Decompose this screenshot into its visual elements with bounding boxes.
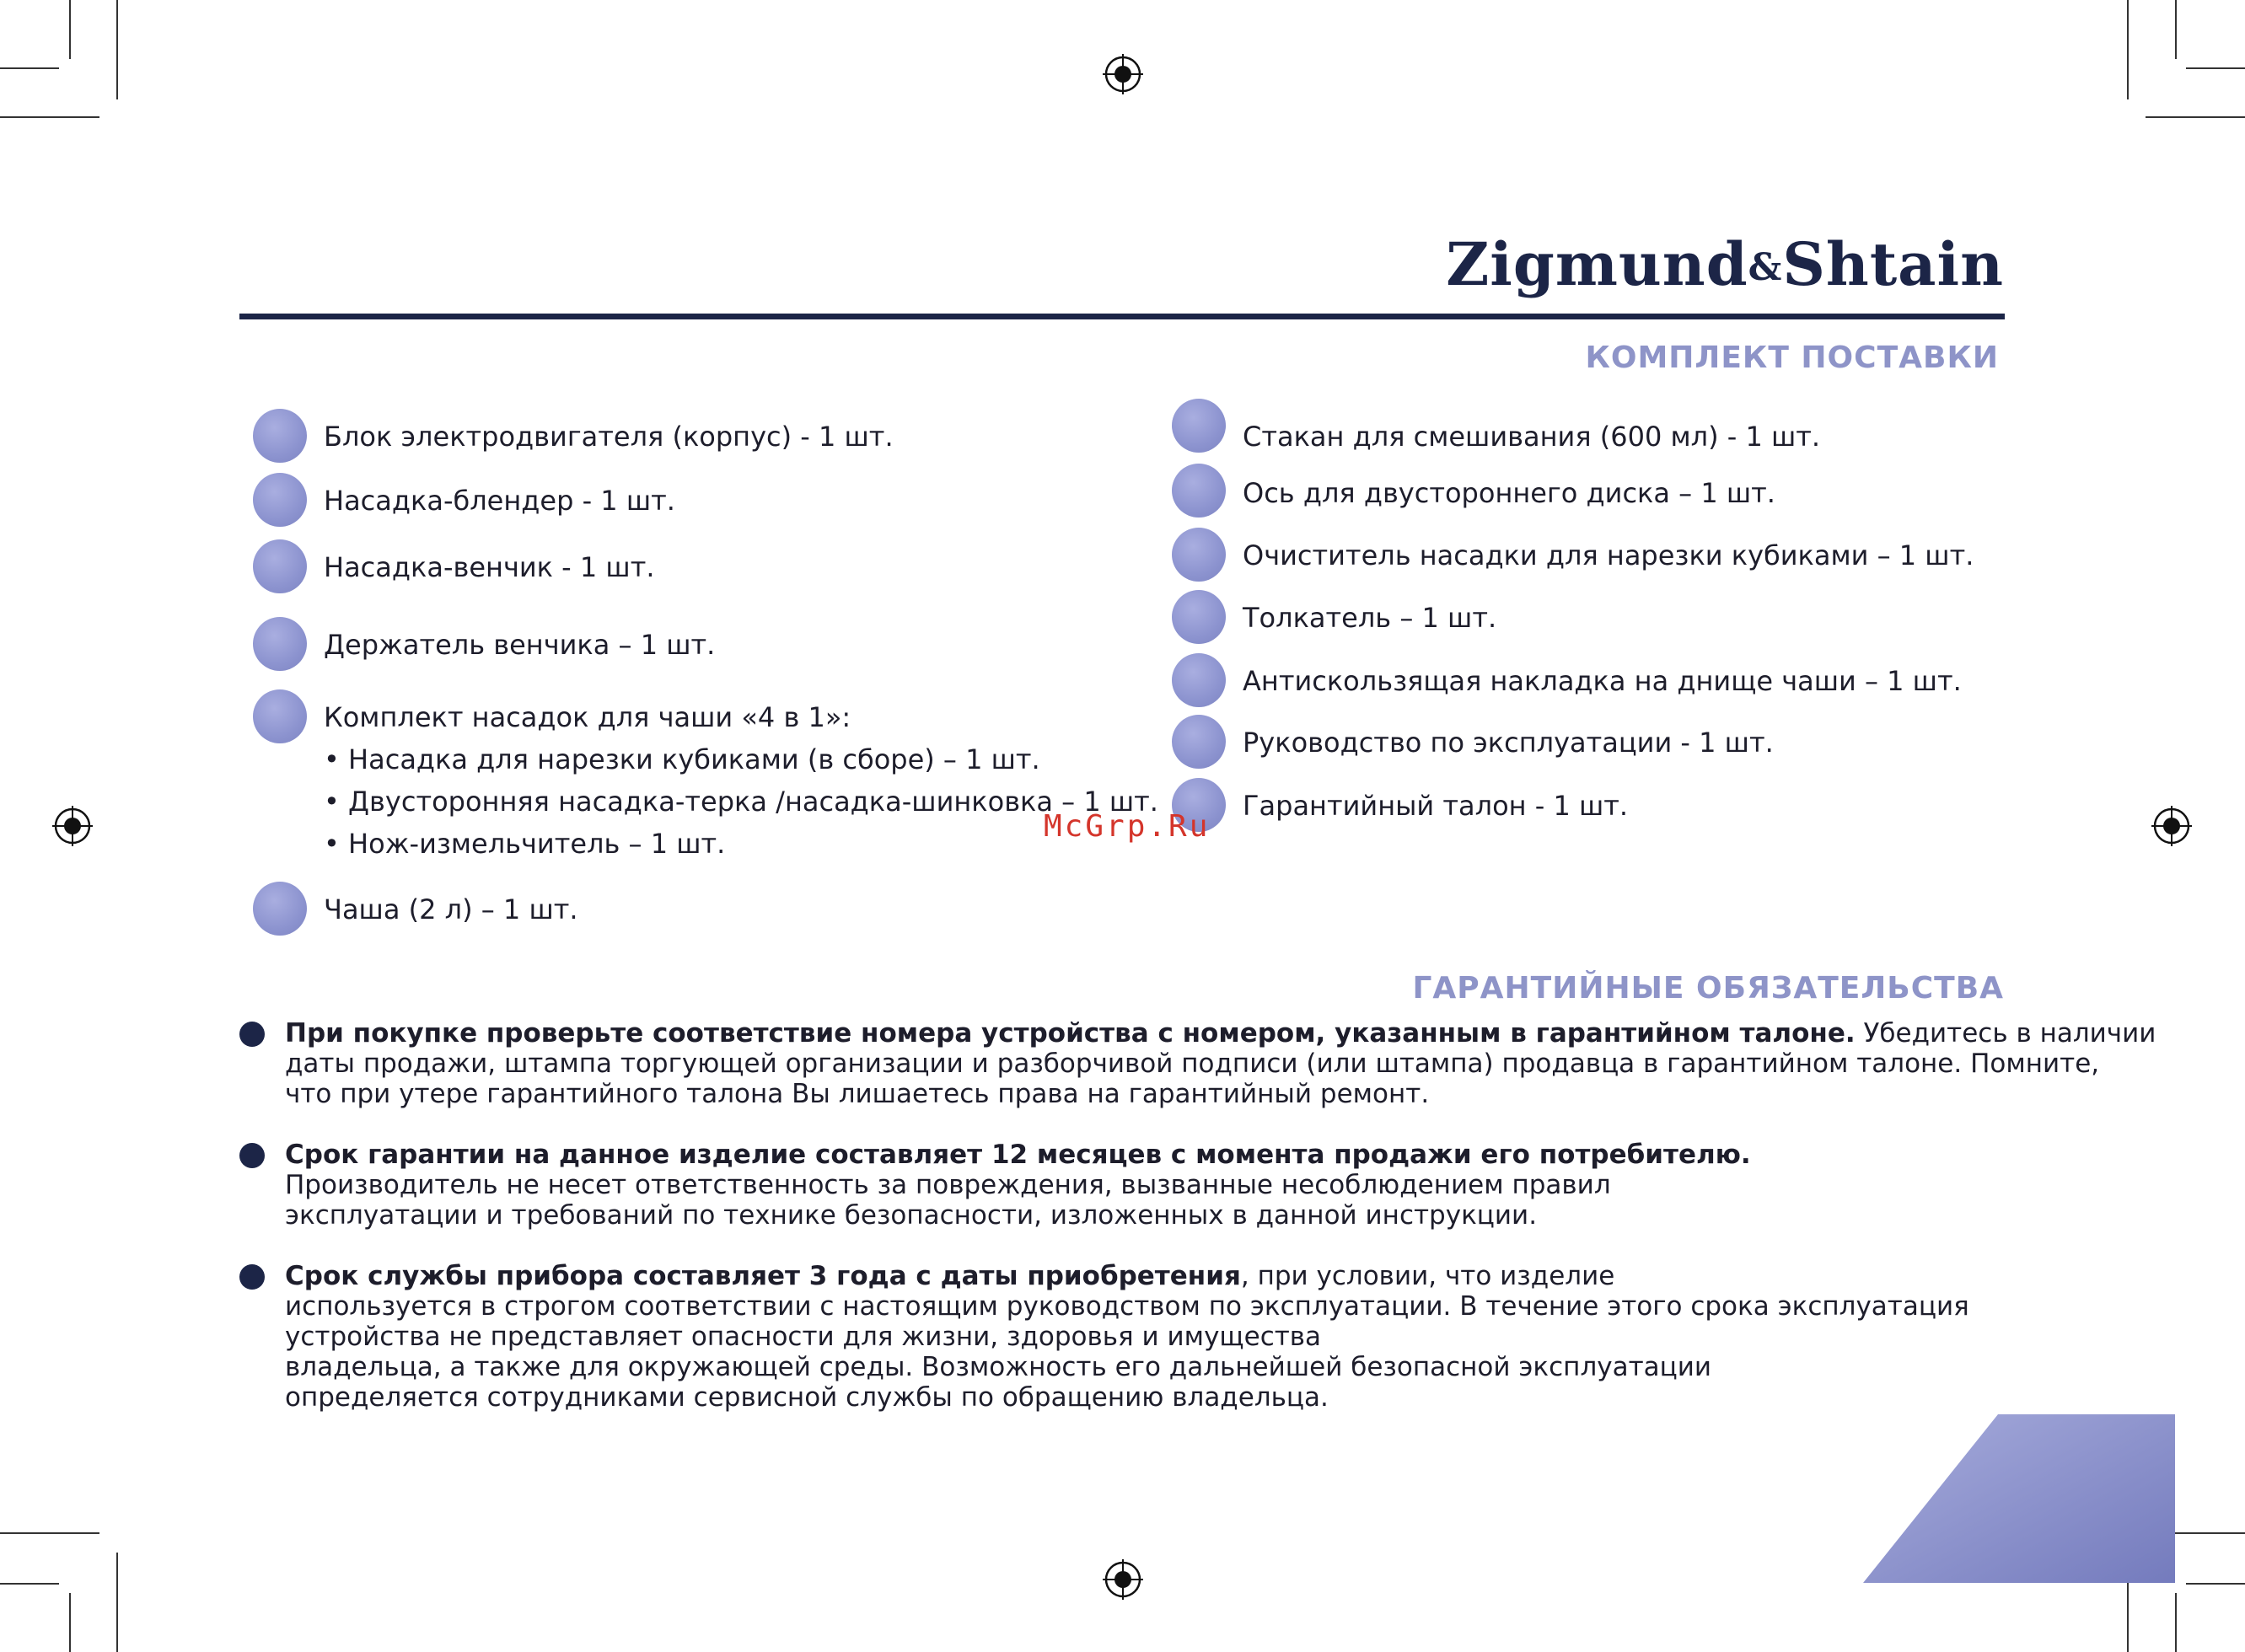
bullet-dot-icon <box>239 1022 265 1047</box>
bullet-circle-icon <box>1172 399 1226 453</box>
header-rule <box>239 314 2005 319</box>
warranty-p2-bold: Срок гарантии на данное изделие составляет 12 месяцев с момента продажи его потребителю. <box>285 1140 1751 1170</box>
registration-mark-icon <box>1103 54 1143 94</box>
registration-mark-icon <box>1103 1559 1143 1600</box>
corner-decoration <box>1863 1414 2175 1583</box>
bullet-circle-icon <box>253 882 307 936</box>
sub-list-item: • Двусторонняя насадка-терка /насадка-шинковка – 1 шт. <box>324 786 1158 818</box>
sub-list-item: • Насадка для нарезки кубиками (в сборе) – 1 шт. <box>324 743 1040 775</box>
sub-list-item: • Нож-измельчитель – 1 шт. <box>324 828 726 860</box>
warranty-p1-bold: При покупке проверьте соответствие номера устройства с номером, указанным в гарантийном талоне. <box>285 1018 1856 1049</box>
bullet-circle-icon <box>1172 715 1226 769</box>
bullet-dot-icon <box>239 1143 265 1168</box>
delivery-set-title: КОМПЛЕКТ ПОСТАВКИ <box>1585 341 1999 375</box>
bullet-circle-icon <box>1172 464 1226 518</box>
warranty-title: ГАРАНТИЙНЫЕ ОБЯЗАТЕЛЬСТВА <box>1412 971 2004 1006</box>
brand-ampersand: & <box>1748 246 1783 289</box>
bullet-circle-icon <box>1172 590 1226 644</box>
brand-name-part2: Shtain <box>1782 229 2004 299</box>
bullet-circle-icon <box>1172 528 1226 582</box>
brand-logo <box>1446 229 2004 299</box>
bullet-dot-icon <box>239 1264 265 1290</box>
bullet-circle-icon <box>1172 653 1226 707</box>
brand-name-part1: Zigmund <box>1446 229 1748 299</box>
registration-mark-icon <box>2151 806 2192 846</box>
registration-mark-icon <box>52 806 93 846</box>
bullet-circle-icon <box>253 409 307 463</box>
watermark: McGrp.Ru <box>1044 809 1211 844</box>
warranty-p3-bold: Срок службы прибора составляет 3 года с даты приобретения <box>285 1261 1241 1291</box>
bullet-circle-icon <box>253 539 307 593</box>
bullet-circle-icon <box>253 689 307 743</box>
bullet-circle-icon <box>253 617 307 671</box>
bullet-circle-icon <box>253 473 307 527</box>
